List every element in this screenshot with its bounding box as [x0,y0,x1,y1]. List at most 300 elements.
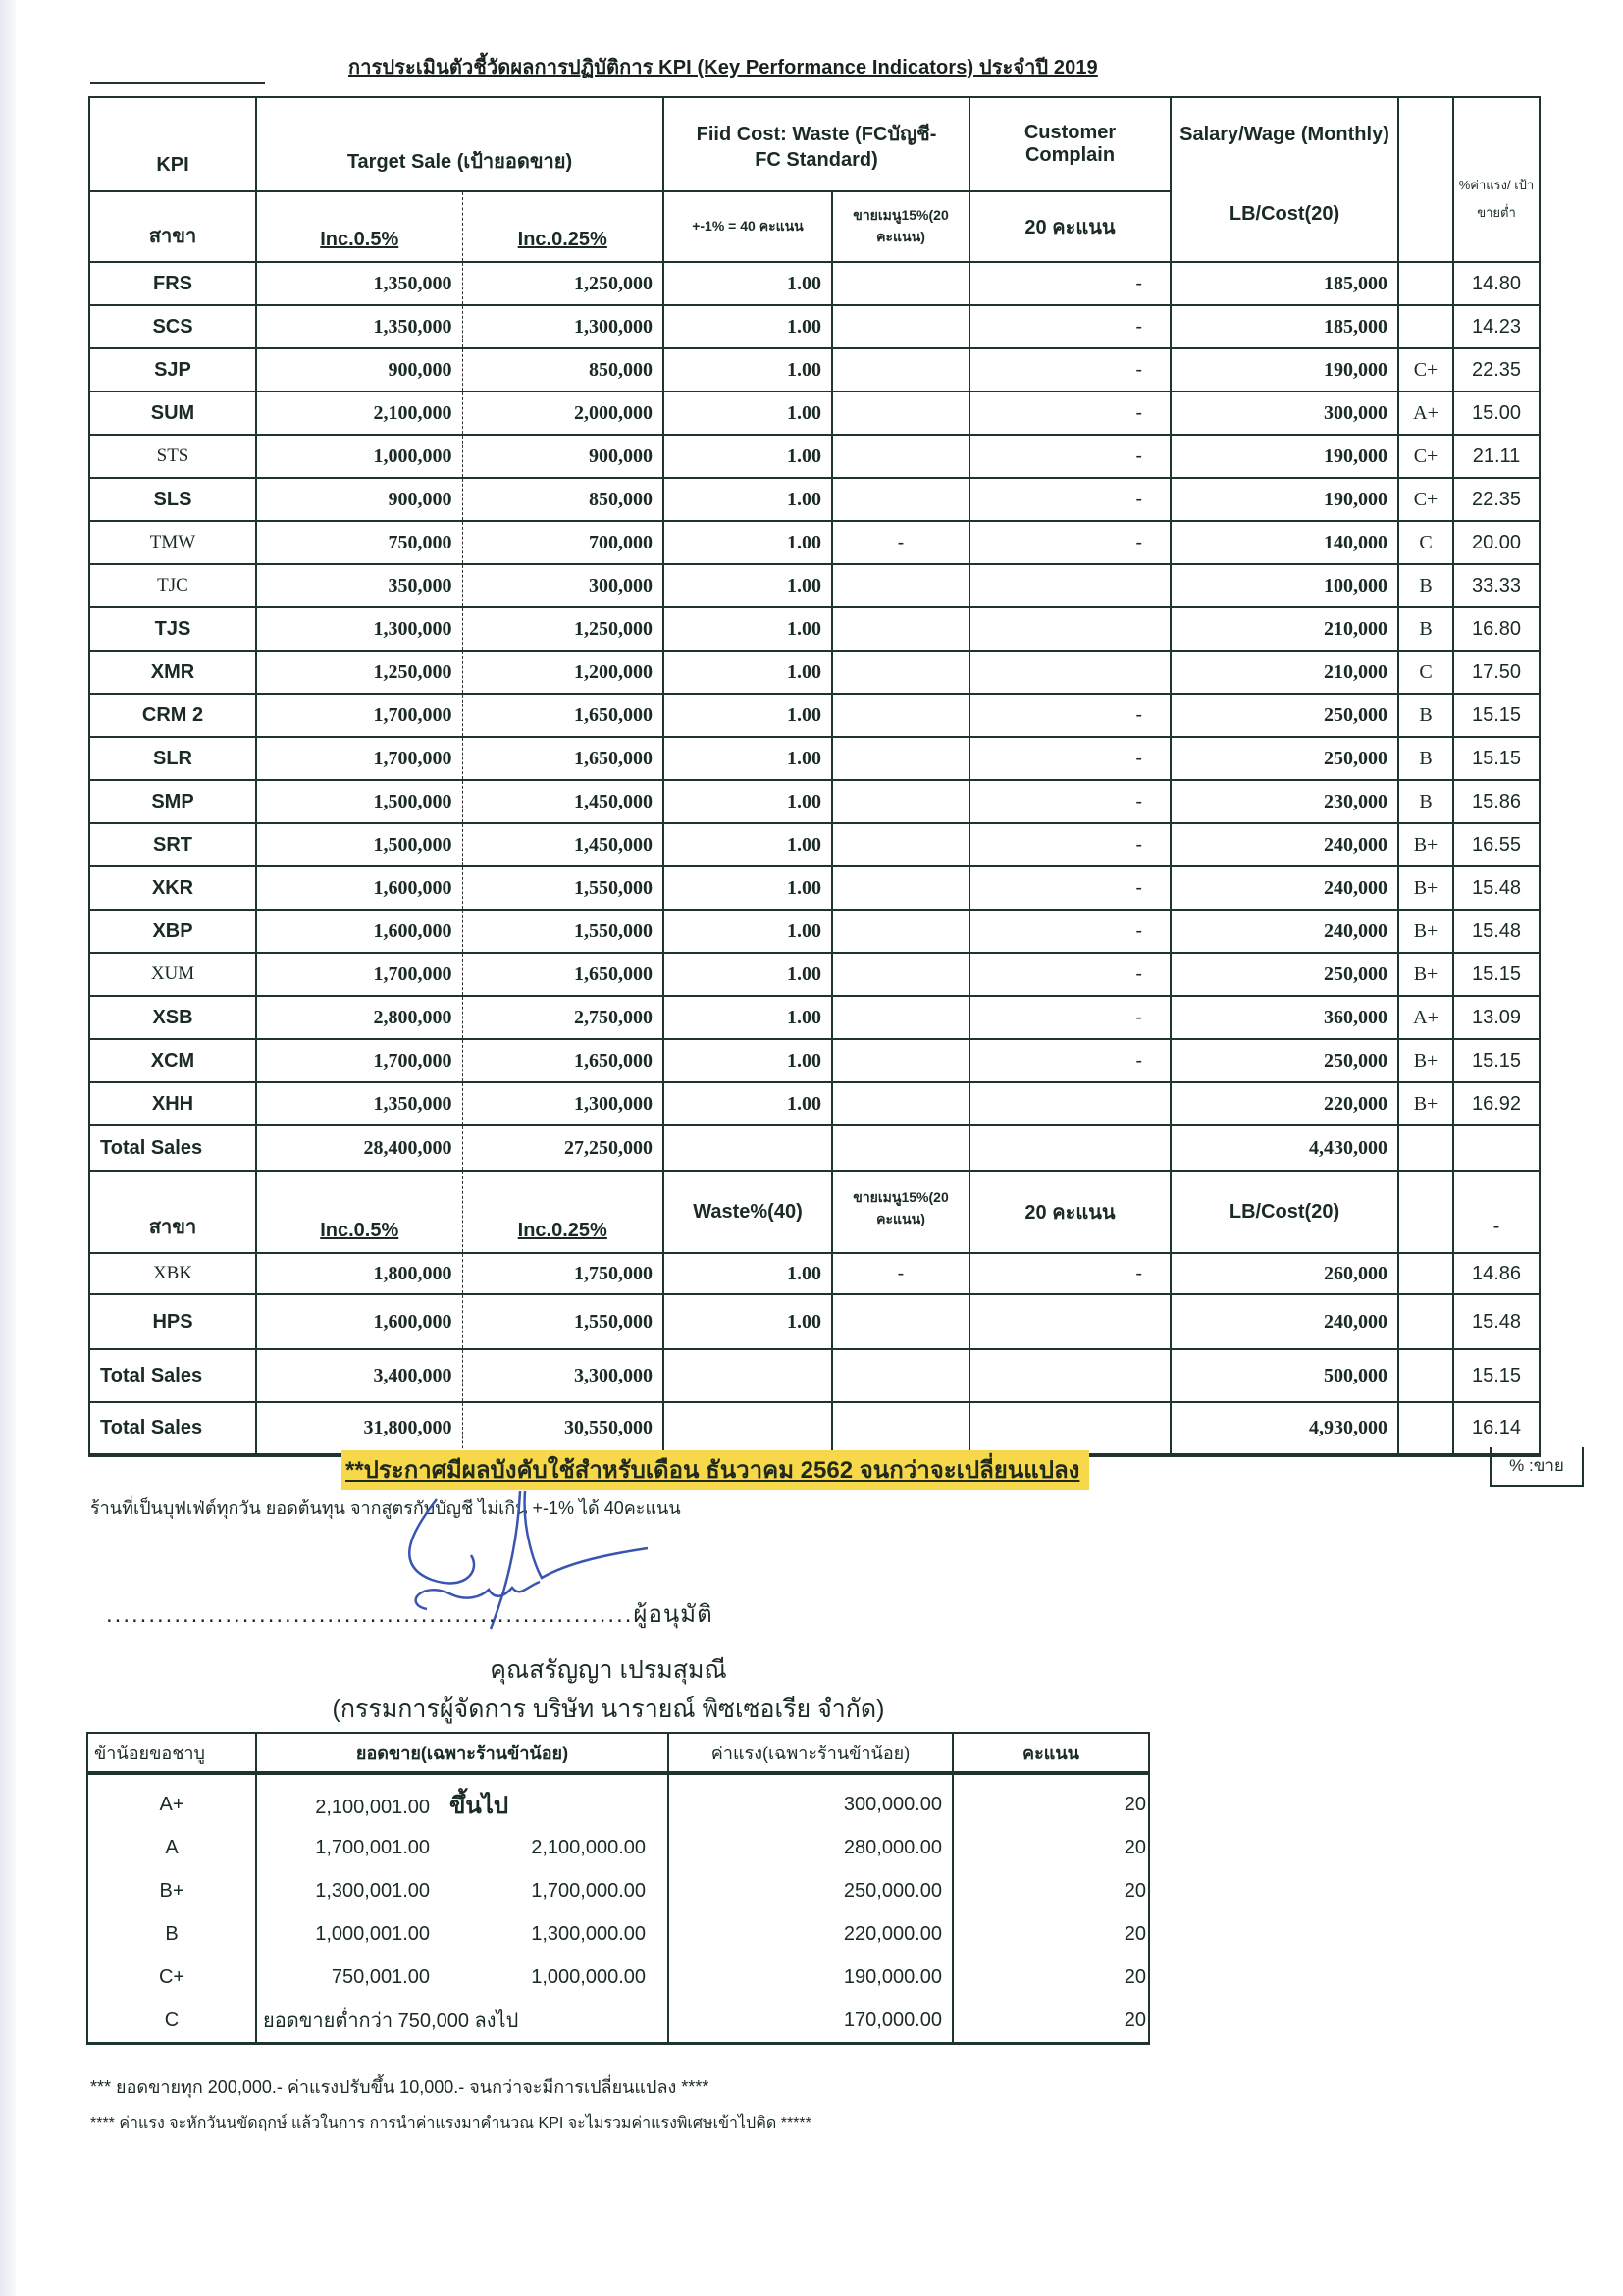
grade-cell [1398,1294,1453,1349]
approver-name: คุณสรัญญา เปรมสุมณี [490,1656,727,1684]
inc025-cell: 1,650,000 [462,1039,663,1082]
approver-label: ผู้อนุมัติ [633,1601,713,1628]
inc025-cell: 1,650,000 [462,953,663,996]
score-value: 20 [953,1912,1149,1956]
table-row [89,607,1540,651]
menu-cell [832,1039,969,1082]
inc025-cell: 1,650,000 [462,694,663,737]
inc025-cell: 3,300,000 [462,1349,663,1402]
inc05-cell: 1,700,000 [256,737,462,780]
inc025-cell: 1,750,000 [462,1253,663,1294]
footnote-1: *** ยอดขายทุก 200,000.- ค่าแรงปรับขึ้น 10,000.- จนกว่าจะมีการเปลี่ยนแปลง **** [90,2077,709,2097]
menu-cell [832,1402,969,1455]
pct-cell: 15.00 [1453,391,1540,435]
inc05-cell: 1,700,000 [256,953,462,996]
inc05-cell: 350,000 [256,564,462,607]
grade-table [86,1732,1150,2045]
header-customer-complain: Customer Complain [969,97,1171,191]
branch-cell: SLR [89,737,256,780]
menu-cell [832,607,969,651]
pct-cell: 22.35 [1453,348,1540,391]
menu-cell [832,262,969,305]
wage-value: 300,000.00 [668,1773,953,1826]
grand-total-row [89,1402,1540,1455]
inc025-cell: 30,550,000 [462,1402,663,1455]
complain-cell: - [969,305,1171,348]
branch-cell: HPS [89,1294,256,1349]
pct-cell: 15.48 [1453,910,1540,953]
sales-below: ยอดขายต่ำกว่า 750,000 ลงไป [263,2010,519,2032]
inc025-cell: 1,450,000 [462,780,663,823]
table-row [89,348,1540,391]
grade-cell: A+ [1398,996,1453,1039]
waste-cell [663,1125,832,1171]
signature-dots: .............................................................. [106,1601,634,1628]
branch-cell: XSB [89,996,256,1039]
complain-cell [969,1082,1171,1125]
sales-from: 1,000,001.00 [315,1922,430,1945]
salary-cell: 190,000 [1171,478,1398,521]
pct-cell: 15.15 [1453,1349,1540,1402]
inc025-cell: 27,250,000 [462,1125,663,1171]
pct-cell: 15.48 [1453,866,1540,910]
waste-cell: 1.00 [663,607,832,651]
footnote-2: **** ค่าแรง จะหักวันนขัดฤกษ์ แล้วในการ การนำค่าแรงมาคำนวณ KPI จะไม่รวมค่าแรงพิเศษเข้าไปคิด ***** [90,2115,812,2132]
pct-cell: 15.15 [1453,1039,1540,1082]
wage-value: 190,000.00 [668,1956,953,1999]
branch-cell: SLS [89,478,256,521]
inc05-cell: 1,350,000 [256,305,462,348]
waste-cell: 1.00 [663,823,832,866]
table-row [89,780,1540,823]
score-value: 20 [953,1956,1149,1999]
pct-cell: 33.33 [1453,564,1540,607]
sales-to: 1,300,000.00 [531,1922,646,1945]
salary-cell: 240,000 [1171,866,1398,910]
waste-cell: 1.00 [663,478,832,521]
table-row [89,262,1540,305]
table-row [89,1253,1540,1294]
complain-cell: - [969,478,1171,521]
inc025-cell: 1,300,000 [462,1082,663,1125]
branch-cell: CRM 2 [89,694,256,737]
header2-grade [1398,1171,1453,1253]
score-value: 20 [953,1826,1149,1869]
header-pct-wage: %ค่าแรง/ เป้าขายต่ำ [1453,97,1540,262]
header-salary-wage: Salary/Wage (Monthly) [1179,124,1389,145]
grade-cell: B+ [1398,1082,1453,1125]
pct-cell: 15.15 [1453,737,1540,780]
inc025-cell: 1,250,000 [462,607,663,651]
waste-cell: 1.00 [663,262,832,305]
buffet-note: ร้านที่เป็นบุฟเฟ่ต์ทุกวัน ยอดต้นทุน จากสูตรกับบัญชี ไม่เกิน +-1% ได้ 40คะแนน [90,1498,681,1518]
header-complain-score: 20 คะแนน [969,191,1171,262]
menu-cell [832,1349,969,1402]
grade-row [87,1773,1149,1826]
branch-cell: XBK [89,1253,256,1294]
pct-cell: 16.55 [1453,823,1540,866]
grade-header-3: คะแนน [953,1733,1149,1773]
waste-cell: 1.00 [663,1253,832,1294]
waste-cell: 1.00 [663,1039,832,1082]
header2-lb_cost: LB/Cost(20) [1171,1171,1398,1253]
grade-cell [1398,1402,1453,1455]
complain-cell: - [969,262,1171,305]
branch-cell: SCS [89,305,256,348]
waste-cell: 1.00 [663,910,832,953]
inc05-cell: 1,250,000 [256,651,462,694]
approval-line [106,1594,713,1633]
section2-header [89,1171,1540,1253]
header2-complain_score: 20 คะแนน [969,1171,1171,1253]
grade-cell: B+ [1398,866,1453,910]
grade-cell: B [1398,564,1453,607]
salary-cell: 210,000 [1171,607,1398,651]
grade-cell: B [1398,780,1453,823]
grade-row [87,1826,1149,1869]
menu-cell [832,996,969,1039]
complain-cell: - [969,953,1171,996]
wage-value: 220,000.00 [668,1912,953,1956]
branch-cell: STS [89,435,256,478]
sales-range [256,1826,668,1869]
header-inc025: Inc.0.25% [462,191,663,262]
header-target-sale: Target Sale (เป้ายอดขาย) [256,97,663,191]
complain-cell: - [969,866,1171,910]
inc025-cell: 1,550,000 [462,1294,663,1349]
salary-cell: 185,000 [1171,305,1398,348]
inc025-cell: 2,000,000 [462,391,663,435]
complain-cell [969,1349,1171,1402]
salary-cell: 240,000 [1171,910,1398,953]
grade-cell [1398,1253,1453,1294]
branch-cell: Total Sales [89,1349,256,1402]
branch-cell: TJC [89,564,256,607]
grade-cell [1398,305,1453,348]
table-row [89,996,1540,1039]
menu-cell [832,866,969,910]
inc05-cell: 750,000 [256,521,462,564]
sales-range [256,1912,668,1956]
subtotal-row [89,1349,1540,1402]
sales-to: 1,700,000.00 [531,1879,646,1902]
menu-cell [832,780,969,823]
waste-cell: 1.00 [663,564,832,607]
pct-cell: 15.48 [1453,1294,1540,1349]
grade-cell: C [1398,521,1453,564]
table-row [89,651,1540,694]
sales-to: 2,100,000.00 [531,1836,646,1858]
waste-cell: 1.00 [663,521,832,564]
sales-from: 750,001.00 [331,1965,430,1988]
pct-cell: 14.80 [1453,262,1540,305]
pct-cell [1453,1125,1540,1171]
table-row [89,866,1540,910]
table-row [89,910,1540,953]
pct-cell: 22.35 [1453,478,1540,521]
complain-cell [969,651,1171,694]
branch-cell: XMR [89,651,256,694]
inc025-cell: 1,550,000 [462,866,663,910]
table-row [89,823,1540,866]
inc025-cell: 850,000 [462,348,663,391]
grade-row [87,1912,1149,1956]
grade-cell: B+ [1398,1039,1453,1082]
grade-cell: B [1398,737,1453,780]
salary-cell: 500,000 [1171,1349,1398,1402]
inc05-cell: 1,600,000 [256,1294,462,1349]
salary-cell: 300,000 [1171,391,1398,435]
inc05-cell: 1,300,000 [256,607,462,651]
inc05-cell: 1,350,000 [256,1082,462,1125]
pct-cell: 16.92 [1453,1082,1540,1125]
branch-cell: TJS [89,607,256,651]
branch-cell: FRS [89,262,256,305]
pct-cell: 15.15 [1453,953,1540,996]
table-row [89,1039,1540,1082]
salary-cell: 250,000 [1171,953,1398,996]
branch-cell: SUM [89,391,256,435]
header-branch: สาขา [89,191,256,262]
salary-cell: 4,430,000 [1171,1125,1398,1171]
menu-cell [832,564,969,607]
pct-sale-label: % :ขาย [1490,1447,1584,1487]
grade-cell [1398,1125,1453,1171]
salary-cell: 210,000 [1171,651,1398,694]
waste-cell: 1.00 [663,737,832,780]
inc025-cell: 850,000 [462,478,663,521]
inc025-cell: 1,200,000 [462,651,663,694]
salary-cell: 240,000 [1171,823,1398,866]
inc05-cell: 1,000,000 [256,435,462,478]
menu-cell: - [832,1253,969,1294]
table-row [89,391,1540,435]
waste-cell: 1.00 [663,694,832,737]
menu-cell [832,823,969,866]
sales-from: 1,700,001.00 [315,1836,430,1858]
inc05-cell: 28,400,000 [256,1125,462,1171]
salary-cell: 100,000 [1171,564,1398,607]
menu-cell [832,694,969,737]
grade-header-0: ข้าน้อยขอชาบู [87,1733,256,1773]
grade-cell: C [1398,651,1453,694]
sales-from: 1,300,001.00 [315,1879,430,1902]
inc025-cell: 700,000 [462,521,663,564]
grade-header-1: ยอดขาย(เฉพาะร้านข้าน้อย) [256,1733,668,1773]
scan-edge [0,0,16,2296]
branch-cell: XBP [89,910,256,953]
sales-range [256,1956,668,1999]
grade-cell: B+ [1398,953,1453,996]
pct-cell: 14.23 [1453,305,1540,348]
grade-label: A [87,1826,256,1869]
header2-pct: - [1453,1171,1540,1253]
complain-cell: - [969,910,1171,953]
sales-to: ขึ้นไป [449,1793,509,1819]
waste-cell: 1.00 [663,1294,832,1349]
header2-branch: สาขา [89,1171,256,1253]
menu-cell [832,348,969,391]
waste-cell [663,1349,832,1402]
inc05-cell: 1,600,000 [256,866,462,910]
salary-cell: 250,000 [1171,694,1398,737]
inc05-cell: 31,800,000 [256,1402,462,1455]
inc05-cell: 1,700,000 [256,694,462,737]
waste-cell [663,1402,832,1455]
grade-cell [1398,1349,1453,1402]
grade-label: B+ [87,1869,256,1912]
menu-cell [832,305,969,348]
branch-cell: SRT [89,823,256,866]
waste-cell: 1.00 [663,1082,832,1125]
menu-cell: - [832,521,969,564]
waste-cell: 1.00 [663,348,832,391]
header-inc05: Inc.0.5% [256,191,462,262]
document-title: การประเมินตัวชี้วัดผลการปฏิบัติการ KPI (Key Performance Indicators) ประจำปี 2019 [348,57,1098,78]
notice-banner: **ประกาศมีผลบังคับใช้สำหรับเดือน ธันวาคม 2562 จนกว่าจะเปลี่ยนแปลง [341,1450,1089,1490]
pct-cell: 14.86 [1453,1253,1540,1294]
complain-cell [969,1402,1171,1455]
grade-cell: B [1398,607,1453,651]
menu-cell [832,435,969,478]
table-row [89,737,1540,780]
table-row [89,953,1540,996]
complain-cell: - [969,348,1171,391]
branch-cell: Total Sales [89,1402,256,1455]
salary-cell: 250,000 [1171,1039,1398,1082]
table-row [89,305,1540,348]
approver-position: (กรรมการผู้จัดการ บริษัท นารายณ์ พิซเซอเรีย จำกัด) [332,1696,885,1723]
complain-cell: - [969,1039,1171,1082]
table-row [89,694,1540,737]
branch-cell: XKR [89,866,256,910]
inc025-cell: 900,000 [462,435,663,478]
inc025-cell: 1,650,000 [462,737,663,780]
inc05-cell: 1,600,000 [256,910,462,953]
pct-cell: 13.09 [1453,996,1540,1039]
grade-cell: A+ [1398,391,1453,435]
menu-cell [832,737,969,780]
table-row [89,564,1540,607]
salary-cell: 190,000 [1171,435,1398,478]
inc05-cell: 2,800,000 [256,996,462,1039]
menu-cell [832,1294,969,1349]
complain-cell: - [969,694,1171,737]
header-salary [1171,97,1398,262]
salary-cell: 4,930,000 [1171,1402,1398,1455]
sales-to: 1,000,000.00 [531,1965,646,1988]
grade-label: A+ [87,1773,256,1826]
complain-cell: - [969,435,1171,478]
inc05-cell: 1,800,000 [256,1253,462,1294]
grade-row [87,1869,1149,1912]
branch-cell: XUM [89,953,256,996]
grade-label: C [87,1999,256,2044]
branch-cell: XHH [89,1082,256,1125]
salary-cell: 190,000 [1171,348,1398,391]
header2-waste: Waste%(40) [663,1171,832,1253]
sales-range [256,1999,668,2044]
complain-cell: - [969,823,1171,866]
grade-label: C+ [87,1956,256,1999]
branch-cell: TMW [89,521,256,564]
pct-cell: 16.14 [1453,1402,1540,1455]
salary-cell: 260,000 [1171,1253,1398,1294]
salary-cell: 250,000 [1171,737,1398,780]
salary-cell: 220,000 [1171,1082,1398,1125]
grade-row [87,1956,1149,1999]
grade-cell: B+ [1398,910,1453,953]
inc05-cell: 1,350,000 [256,262,462,305]
inc025-cell: 2,750,000 [462,996,663,1039]
grade-cell: B [1398,694,1453,737]
pct-cell: 17.50 [1453,651,1540,694]
header-fiid-cost: Fiid Cost: Waste (FCบัญชี-FC Standard) [663,97,969,191]
grade-label: B [87,1912,256,1956]
table-row [89,1082,1540,1125]
salary-cell: 185,000 [1171,262,1398,305]
inc025-cell: 1,550,000 [462,910,663,953]
header-kpi: KPI [89,97,256,191]
waste-cell: 1.00 [663,651,832,694]
inc05-cell: 3,400,000 [256,1349,462,1402]
sales-range [256,1773,668,1826]
waste-cell: 1.00 [663,996,832,1039]
complain-cell: - [969,1253,1171,1294]
inc025-cell: 300,000 [462,564,663,607]
divider [90,82,265,84]
grade-cell: C+ [1398,478,1453,521]
menu-cell [832,651,969,694]
sales-range [256,1869,668,1912]
total-row [89,1125,1540,1171]
inc05-cell: 1,700,000 [256,1039,462,1082]
wage-value: 280,000.00 [668,1826,953,1869]
grade-cell [1398,262,1453,305]
pct-cell: 15.86 [1453,780,1540,823]
salary-cell: 360,000 [1171,996,1398,1039]
branch-cell: Total Sales [89,1125,256,1171]
pct-cell: 21.11 [1453,435,1540,478]
inc05-cell: 1,500,000 [256,823,462,866]
menu-cell [832,953,969,996]
waste-cell: 1.00 [663,866,832,910]
complain-cell [969,564,1171,607]
grade-cell: C+ [1398,435,1453,478]
score-value: 20 [953,1869,1149,1912]
grade-cell: C+ [1398,348,1453,391]
menu-cell [832,1082,969,1125]
waste-cell: 1.00 [663,305,832,348]
inc05-cell: 900,000 [256,348,462,391]
pct-cell: 15.15 [1453,694,1540,737]
waste-cell: 1.00 [663,953,832,996]
grade-cell: B+ [1398,823,1453,866]
menu-cell [832,910,969,953]
table-row [89,435,1540,478]
pct-cell: 16.80 [1453,607,1540,651]
table-row [89,521,1540,564]
table-row [89,1294,1540,1349]
waste-cell: 1.00 [663,780,832,823]
complain-cell: - [969,737,1171,780]
salary-cell: 230,000 [1171,780,1398,823]
waste-cell: 1.00 [663,391,832,435]
header2-menu_sale: ขายเมนู15%(20 คะแนน) [832,1171,969,1253]
wage-value: 250,000.00 [668,1869,953,1912]
complain-cell: - [969,996,1171,1039]
header2-inc_025: Inc.0.25% [462,1171,663,1253]
